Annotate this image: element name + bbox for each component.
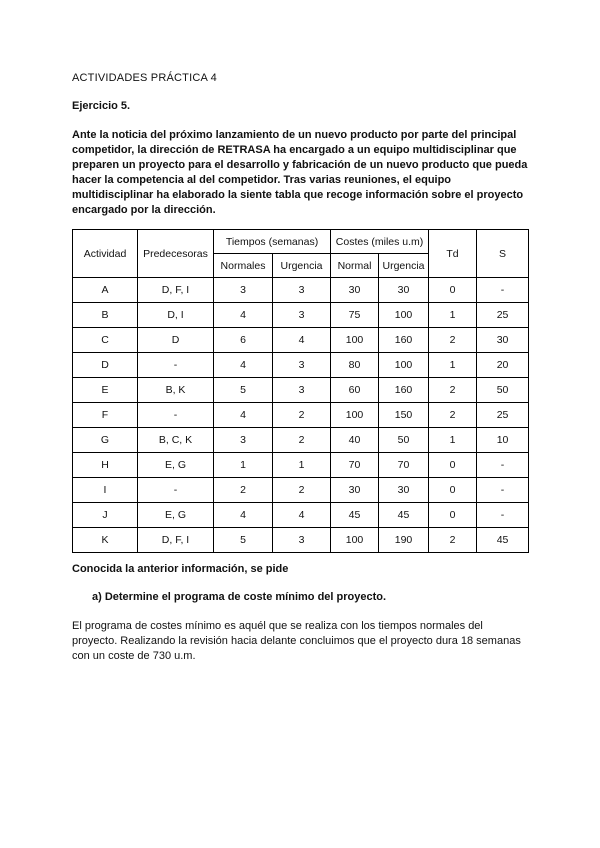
table-row bbox=[73, 528, 529, 553]
activities-table bbox=[72, 229, 529, 553]
table-cell: 45 bbox=[477, 528, 529, 553]
table-cell: H bbox=[73, 453, 138, 478]
table-cell: D, F, I bbox=[138, 528, 214, 553]
table-cell: I bbox=[73, 478, 138, 503]
table-row bbox=[73, 478, 529, 503]
table-cell: 100 bbox=[331, 403, 379, 428]
header-s: S bbox=[477, 230, 529, 278]
table-cell: 30 bbox=[331, 478, 379, 503]
table-cell: 70 bbox=[379, 453, 429, 478]
table-cell: 160 bbox=[379, 378, 429, 403]
table-cell: - bbox=[477, 478, 529, 503]
table-row bbox=[73, 503, 529, 528]
table-cell: 0 bbox=[429, 478, 477, 503]
table-cell: B, C, K bbox=[138, 428, 214, 453]
table-cell: 100 bbox=[379, 303, 429, 328]
table-cell: 10 bbox=[477, 428, 529, 453]
table-cell: 4 bbox=[214, 503, 273, 528]
table-cell: C bbox=[73, 328, 138, 353]
table-cell: 1 bbox=[429, 353, 477, 378]
table-cell: J bbox=[73, 503, 138, 528]
table-cell: 2 bbox=[214, 478, 273, 503]
table-cell: - bbox=[138, 403, 214, 428]
table-cell: 3 bbox=[273, 378, 331, 403]
table-cell: 4 bbox=[214, 403, 273, 428]
table-cell: D, F, I bbox=[138, 278, 214, 303]
table-cell: A bbox=[73, 278, 138, 303]
table-cell: 5 bbox=[214, 528, 273, 553]
table-row bbox=[73, 353, 529, 378]
table-cell: 1 bbox=[429, 303, 477, 328]
table-cell: 20 bbox=[477, 353, 529, 378]
header-tiempos: Tiempos (semanas) bbox=[214, 230, 331, 254]
table-cell: 1 bbox=[273, 453, 331, 478]
table-cell: 50 bbox=[379, 428, 429, 453]
table-cell: 150 bbox=[379, 403, 429, 428]
table-cell: 1 bbox=[214, 453, 273, 478]
table-cell: 25 bbox=[477, 303, 529, 328]
table-cell: 2 bbox=[429, 528, 477, 553]
table-cell: 30 bbox=[331, 278, 379, 303]
question-a: a) Determine el programa de coste mínimo del proyecto. bbox=[92, 591, 387, 603]
table-cell: 75 bbox=[331, 303, 379, 328]
table-cell: 3 bbox=[273, 353, 331, 378]
table-cell: 3 bbox=[273, 278, 331, 303]
table-cell: 25 bbox=[477, 403, 529, 428]
table-cell: K bbox=[73, 528, 138, 553]
table-cell: B, K bbox=[138, 378, 214, 403]
table-cell: - bbox=[477, 453, 529, 478]
table-cell: 50 bbox=[477, 378, 529, 403]
table-cell: 190 bbox=[379, 528, 429, 553]
table-cell: 100 bbox=[331, 528, 379, 553]
table-cell: 100 bbox=[379, 353, 429, 378]
header-costes-normal: Normal bbox=[331, 254, 379, 278]
table-cell: D bbox=[73, 353, 138, 378]
table-cell: 1 bbox=[429, 428, 477, 453]
table-cell: - bbox=[138, 353, 214, 378]
table-cell: 0 bbox=[429, 503, 477, 528]
table-cell: 6 bbox=[214, 328, 273, 353]
table-cell: 3 bbox=[273, 303, 331, 328]
prompt-text: Conocida la anterior información, se pide bbox=[72, 563, 289, 575]
table-cell: 2 bbox=[429, 403, 477, 428]
table-cell: F bbox=[73, 403, 138, 428]
table-cell: 30 bbox=[477, 328, 529, 353]
table-cell: 5 bbox=[214, 378, 273, 403]
table-cell: 3 bbox=[273, 528, 331, 553]
table-row bbox=[73, 378, 529, 403]
header-actividad: Actividad bbox=[73, 230, 138, 278]
intro-paragraph: Ante la noticia del próximo lanzamiento de un nuevo producto por parte del principal competidor, la dirección de RETRASA ha encargado a un equipo multidisciplinar que preparen un proyecto para el desarrollo y fabricación de un nuevo producto que pueda hacer la competencia al del competidor. Tras varias reuniones, el equipo multidisciplinar ha elaborado la siente tabla que recoge información sobre el proyecto encargado por la dirección. bbox=[72, 129, 528, 216]
table-cell: - bbox=[477, 278, 529, 303]
table-cell: 0 bbox=[429, 278, 477, 303]
exercise-title: Ejercicio 5. bbox=[72, 100, 131, 112]
table-cell: 4 bbox=[214, 303, 273, 328]
header-tiempos-normales: Normales bbox=[214, 254, 273, 278]
table-cell: 4 bbox=[273, 503, 331, 528]
document-header: ACTIVIDADES PRÁCTICA 4 bbox=[72, 72, 217, 84]
table-cell: - bbox=[138, 478, 214, 503]
table-cell: D bbox=[138, 328, 214, 353]
table-cell: 2 bbox=[273, 403, 331, 428]
table-row bbox=[73, 328, 529, 353]
header-costes: Costes (miles u.m) bbox=[331, 230, 429, 254]
table-cell: 60 bbox=[331, 378, 379, 403]
activities-table-body bbox=[73, 278, 529, 553]
table-cell: G bbox=[73, 428, 138, 453]
table-row bbox=[73, 453, 529, 478]
document-page bbox=[72, 72, 528, 664]
table-cell: 2 bbox=[429, 328, 477, 353]
table-cell: 4 bbox=[273, 328, 331, 353]
header-tiempos-urgencia: Urgencia bbox=[273, 254, 331, 278]
header-costes-urgencia: Urgencia bbox=[379, 254, 429, 278]
table-row bbox=[73, 403, 529, 428]
table-cell: 45 bbox=[331, 503, 379, 528]
table-cell: 40 bbox=[331, 428, 379, 453]
header-predecesoras: Predecesoras bbox=[138, 230, 214, 278]
table-cell: E, G bbox=[138, 453, 214, 478]
table-cell: - bbox=[477, 503, 529, 528]
table-cell: 45 bbox=[379, 503, 429, 528]
table-cell: E bbox=[73, 378, 138, 403]
table-cell: 0 bbox=[429, 453, 477, 478]
table-cell: 30 bbox=[379, 478, 429, 503]
table-cell: 2 bbox=[273, 478, 331, 503]
table-cell: 3 bbox=[214, 278, 273, 303]
table-row bbox=[73, 278, 529, 303]
table-cell: 160 bbox=[379, 328, 429, 353]
table-row bbox=[73, 428, 529, 453]
header-td: Td bbox=[429, 230, 477, 278]
table-cell: 2 bbox=[273, 428, 331, 453]
table-cell: D, I bbox=[138, 303, 214, 328]
table-cell: E, G bbox=[138, 503, 214, 528]
table-cell: 2 bbox=[429, 378, 477, 403]
table-cell: 100 bbox=[331, 328, 379, 353]
table-cell: 70 bbox=[331, 453, 379, 478]
answer-paragraph: El programa de costes mínimo es aquél que se realiza con los tiempos normales del proyecto. Realizando la revisión hacia delante concluimos que el proyecto dura 18 semanas con un coste de 730 u.m. bbox=[72, 620, 521, 662]
table-cell: 3 bbox=[214, 428, 273, 453]
table-cell: 80 bbox=[331, 353, 379, 378]
table-cell: 4 bbox=[214, 353, 273, 378]
table-cell: 30 bbox=[379, 278, 429, 303]
table-row bbox=[73, 303, 529, 328]
table-cell: B bbox=[73, 303, 138, 328]
